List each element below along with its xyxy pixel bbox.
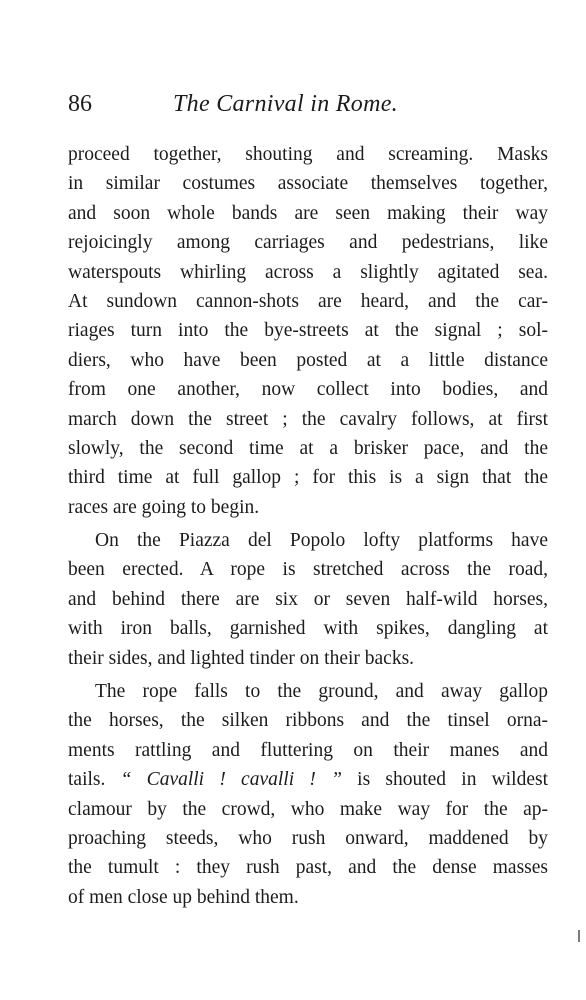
text-line: march down the street ; the cavalry follows, at first (68, 408, 548, 430)
text-line: diers, who have been posted at a little distance (68, 349, 548, 371)
text-line: with iron balls, garnished with spikes, dangling at (68, 618, 548, 640)
paragraph-1 (68, 140, 548, 522)
text-line: rejoicingly among carriages and pedestrians, like (68, 232, 548, 254)
running-head (68, 86, 540, 122)
text-line: their sides, and lighted tinder on their backs. (68, 647, 415, 669)
text-line: proceed together, shouting and screaming. Masks (68, 144, 548, 165)
page-number: 86 (68, 91, 92, 117)
body-text (68, 140, 548, 912)
text-line: of men close up behind them. (68, 886, 299, 908)
line-suffix: is shouted in wildest (341, 769, 549, 791)
text-line: ments rattling and fluttering on their manes and (68, 739, 548, 761)
text-line: from one another, now collect into bodies, and (68, 379, 548, 401)
text-line: the tumult : they rush past, and the dense masses (68, 857, 548, 879)
text-line: in similar costumes associate themselves together, (68, 173, 548, 195)
text-line: and behind there are six or seven half-wild horses, (68, 588, 548, 610)
paragraph-2 (68, 526, 548, 673)
running-title: The Carnival in Rome. (173, 91, 398, 117)
text-line: races are going to begin. (68, 496, 260, 518)
text-line: proaching steeds, who rush onward, maddened by (68, 827, 548, 849)
text-line: slowly, the second time at a brisker pace, and the (68, 437, 548, 459)
text-line: On the Piazza del Popolo lofty platforms have (95, 530, 548, 552)
text-line: riages turn into the bye-streets at the signal ; sol- (68, 320, 548, 342)
text-line: been erected. A rope is stretched across the road, (68, 559, 548, 581)
text-line: waterspouts whirling across a slightly agitated sea. (68, 261, 548, 283)
page-edge-mark (578, 930, 580, 942)
text-line: clamour by the crowd, who make way for the ap- (68, 798, 548, 820)
text-line: The rope falls to the ground, and away gallop (95, 681, 548, 703)
text-line: third time at full gallop ; for this is a sign that the (68, 467, 548, 489)
text-line: and soon whole bands are seen making their way (68, 202, 548, 224)
text-line: the horses, the silken ribbons and the tinsel orna- (68, 710, 548, 732)
paragraph-3 (68, 677, 548, 912)
italic-quote: “ Cavalli ! cavalli ! ” (120, 769, 342, 791)
text-line-with-quote (68, 765, 548, 794)
line-prefix: tails. (68, 769, 121, 791)
text-line: At sundown cannon-shots are heard, and the car- (68, 290, 548, 312)
